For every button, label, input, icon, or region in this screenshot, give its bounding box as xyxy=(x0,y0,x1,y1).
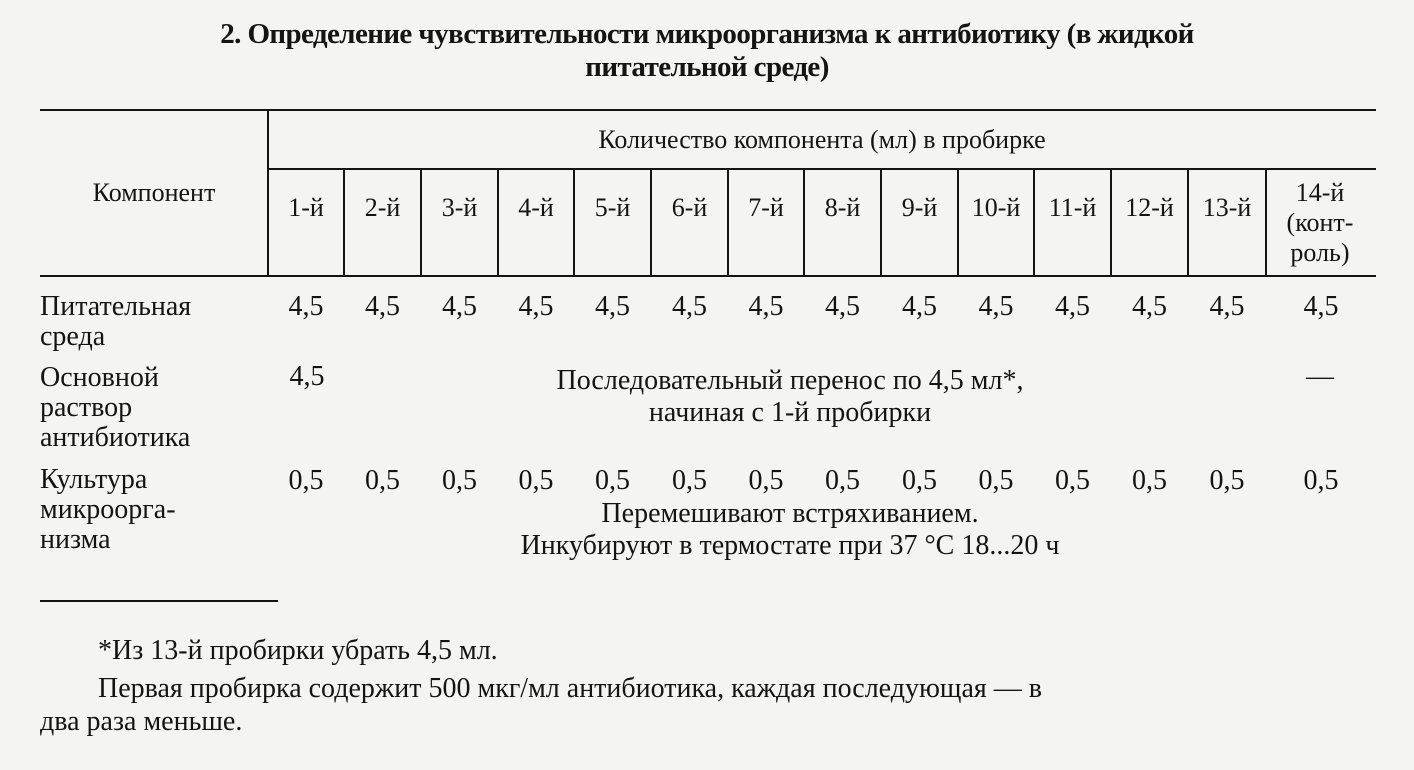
footnote-concentration-line-1: Первая пробирка содержит 500 мкг/мл антибиотика, каждая последующая — в xyxy=(98,673,1042,704)
culture-procedure-note xyxy=(420,498,1160,562)
tube-header-12: 12-й xyxy=(1125,193,1174,222)
group-header-rule xyxy=(268,168,1376,170)
culture-value-tube-12: 0,5 xyxy=(1132,465,1167,496)
culture-value-tube-4: 0,5 xyxy=(518,465,554,496)
table-top-rule xyxy=(40,109,1376,111)
footnote-separator xyxy=(40,600,278,602)
row-label-line: среда xyxy=(40,321,106,352)
footnote-concentration-line-2: два раза меньше. xyxy=(40,706,243,737)
medium-value-tube-11: 4,5 xyxy=(1055,291,1090,322)
stock-value-control: — xyxy=(1306,361,1334,392)
medium-value-tube-2: 4,5 xyxy=(365,291,400,322)
tube-header-13: 13-й xyxy=(1202,193,1252,222)
tube-header-11: 11-й xyxy=(1048,193,1097,222)
culture-value-tube-2: 0,5 xyxy=(365,465,400,496)
header-bottom-rule xyxy=(40,275,1376,277)
row-label-line: низма xyxy=(40,524,111,555)
row-label-line: микроорга- xyxy=(40,494,176,525)
row-label-medium xyxy=(40,292,270,352)
transfer-note-line-1: Последовательный перенос по 4,5 мл*, xyxy=(556,365,1024,396)
control-tube-header xyxy=(1266,178,1374,268)
medium-value-tube-4: 4,5 xyxy=(518,291,554,322)
medium-value-tube-1: 4,5 xyxy=(288,291,324,322)
tube-header-7: 7-й xyxy=(748,193,784,222)
procedure-note-line-1: Перемешивают встряхиванием. xyxy=(601,498,979,529)
tube-header-2: 2-й xyxy=(364,193,401,222)
control-header-line-3: роль) xyxy=(1290,238,1350,267)
title-line-1: 2. Определение чувствительности микроорганизма к антибиотику (в жидкой xyxy=(220,18,1194,50)
stock-value-tube-1: 4,5 xyxy=(289,361,325,392)
culture-value-tube-5: 0,5 xyxy=(595,465,630,496)
component-header: Компонент xyxy=(92,178,216,207)
culture-value-tube-13: 0,5 xyxy=(1209,465,1245,496)
tube-header-10: 10-й xyxy=(971,193,1021,222)
row-label-culture xyxy=(40,465,270,555)
control-header-line-2: (конт- xyxy=(1286,208,1354,237)
culture-value-tube-11: 0,5 xyxy=(1055,465,1090,496)
culture-value-tube-10: 0,5 xyxy=(978,465,1014,496)
row-label-line: Основной xyxy=(40,362,159,393)
culture-value-tube-3: 0,5 xyxy=(442,465,477,496)
tube-header-9: 9-й xyxy=(901,193,938,222)
culture-value-tube-8: 0,5 xyxy=(825,465,860,496)
medium-value-tube-8: 4,5 xyxy=(825,291,860,322)
stock-transfer-note xyxy=(440,365,1140,429)
medium-value-tube-12: 4,5 xyxy=(1132,291,1167,322)
transfer-note-line-2: начиная с 1-й пробирки xyxy=(648,397,932,428)
culture-value-tube-9: 0,5 xyxy=(902,465,937,496)
medium-value-tube-3: 4,5 xyxy=(442,291,477,322)
row-label-line: раствор xyxy=(40,392,133,423)
footnote-star: *Из 13-й пробирки убрать 4,5 мл. xyxy=(98,635,498,666)
row-label-line: Культура xyxy=(40,464,148,495)
medium-value-tube-5: 4,5 xyxy=(595,291,630,322)
culture-value-tube-1: 0,5 xyxy=(288,465,324,496)
medium-value-tube-10: 4,5 xyxy=(978,291,1014,322)
row-label-line: антибиотика xyxy=(40,422,191,453)
culture-value-tube-14: 0,5 xyxy=(1303,465,1339,496)
group-header: Количество компонента (мл) в пробирке xyxy=(598,125,1046,154)
procedure-note-line-2: Инкубируют в термостате при 37 °С 18...20 ч xyxy=(520,530,1060,561)
medium-value-tube-14: 4,5 xyxy=(1303,291,1339,322)
control-header-line-1: 14-й xyxy=(1295,178,1345,207)
tube-header-3: 3-й xyxy=(441,193,478,222)
tube-header-6: 6-й xyxy=(671,193,708,222)
medium-value-tube-13: 4,5 xyxy=(1209,291,1245,322)
section-title xyxy=(0,18,1414,84)
row-label-stock xyxy=(40,363,270,453)
tube-header-5: 5-й xyxy=(594,193,631,222)
tube-header-4: 4-й xyxy=(518,193,554,222)
title-line-2: питательной среде) xyxy=(585,51,829,83)
culture-value-tube-7: 0,5 xyxy=(748,465,784,496)
medium-value-tube-7: 4,5 xyxy=(748,291,784,322)
tube-header-1: 1-й xyxy=(288,193,324,222)
medium-value-tube-9: 4,5 xyxy=(902,291,937,322)
row-label-line: Питательная xyxy=(40,291,192,322)
medium-value-tube-6: 4,5 xyxy=(672,291,707,322)
tube-header-8: 8-й xyxy=(824,193,861,222)
culture-value-tube-6: 0,5 xyxy=(672,465,707,496)
